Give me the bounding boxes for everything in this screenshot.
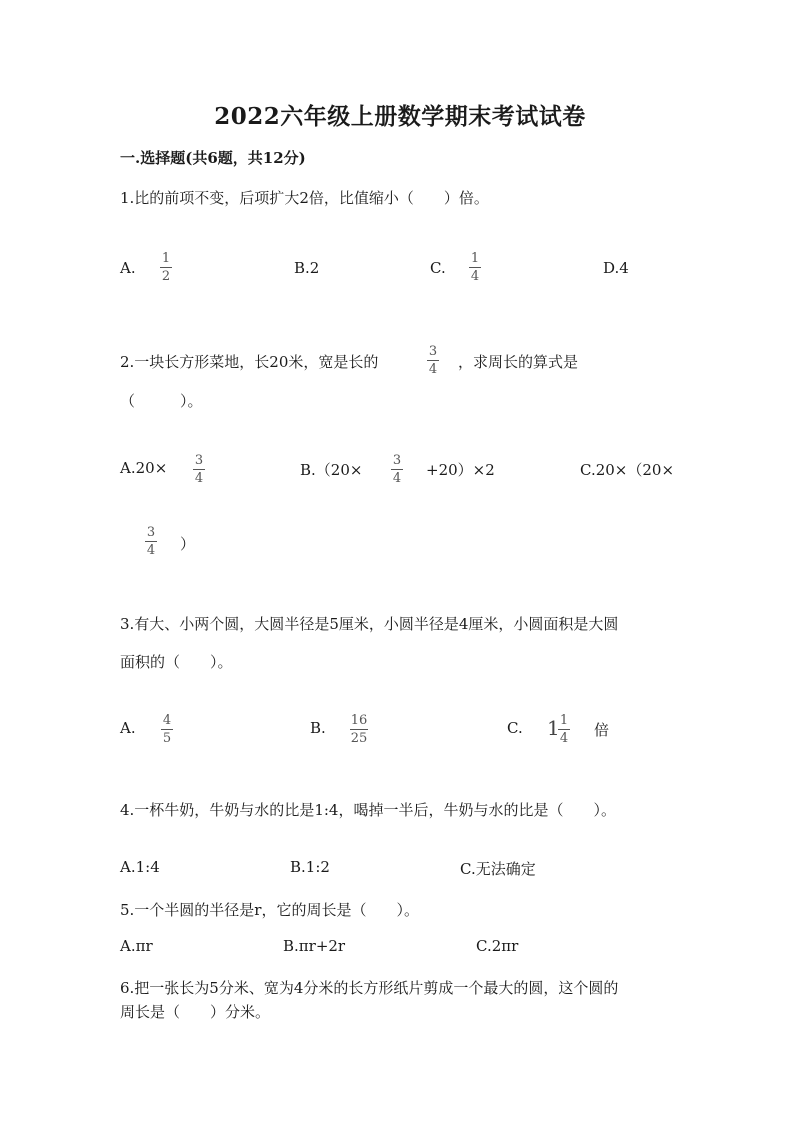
question-1-option-a-label: A.	[120, 259, 136, 277]
question-3-option-c-whole: 1	[547, 716, 560, 740]
numerator: 1	[161, 251, 171, 266]
question-2-stem-fraction	[427, 344, 439, 377]
question-1-option-c-label: C.	[430, 259, 446, 277]
denominator: 4	[428, 362, 438, 377]
question-4-stem: 4.一杯牛奶，牛奶与水的比是1:4，喝掉一半后，牛奶与水的比是（ ）。	[120, 801, 616, 819]
question-2-option-c-label: C.20×（20×	[580, 461, 675, 479]
numerator: 3	[146, 525, 156, 540]
denominator: 2	[161, 269, 171, 284]
denominator: 25	[350, 731, 368, 746]
question-5-option-c: C.2πr	[476, 937, 519, 955]
numerator: 3	[428, 344, 438, 359]
numerator: 1	[470, 251, 480, 266]
denominator: 4	[392, 471, 402, 486]
question-3-option-c-tail: 倍	[594, 721, 610, 739]
numerator: 3	[392, 453, 402, 468]
denominator: 4	[146, 543, 156, 558]
question-2-option-c-tail: ）	[180, 535, 196, 553]
question-6-stem-line2: 周长是（ ）分米。	[120, 1003, 271, 1021]
denominator: 4	[470, 269, 480, 284]
numerator: 3	[194, 453, 204, 468]
denominator: 4	[559, 731, 569, 746]
question-4-option-b: B.1:2	[290, 858, 330, 876]
numerator: 4	[162, 713, 172, 728]
question-3-option-c-fraction	[558, 713, 570, 746]
section-heading: 一.选择题(共6题，共12分)	[120, 149, 306, 167]
numerator: 16	[350, 713, 368, 728]
question-2-stem-part2: ，求周长的算式是	[458, 353, 579, 371]
question-5-option-a: A.πr	[120, 937, 153, 955]
question-1-option-a-fraction	[160, 251, 172, 284]
question-1-option-d: D.4	[603, 259, 629, 277]
question-6-stem-line1: 6.把一张长为5分米、宽为4分米的长方形纸片剪成一个最大的圆，这个圆的	[120, 979, 619, 997]
question-4-option-c: C.无法确定	[460, 860, 536, 878]
question-3-option-b-fraction	[350, 713, 368, 746]
denominator: 5	[162, 731, 172, 746]
question-2-option-a-label: A.20×	[120, 459, 168, 477]
question-1-option-b: B.2	[294, 259, 320, 277]
question-5-option-b: B.πr+2r	[283, 937, 346, 955]
question-2-option-b-label: B.（20×	[300, 461, 363, 479]
question-1-stem: 1.比的前项不变，后项扩大2倍，比值缩小（ ）倍。	[120, 189, 489, 207]
question-3-stem-line2: 面积的（ ）。	[120, 653, 233, 671]
question-2-stem-line2: （ ）。	[120, 392, 203, 410]
question-4-option-a: A.1:4	[120, 858, 160, 876]
question-5-stem: 5.一个半圆的半径是r，它的周长是（ ）。	[120, 901, 419, 919]
question-3-option-a-label: A.	[120, 719, 136, 737]
question-3-stem-line1: 3.有大、小两个圆，大圆半径是5厘米，小圆半径是4厘米，小圆面积是大圆	[120, 615, 619, 633]
question-3-option-b-label: B.	[310, 719, 326, 737]
exam-title: 2022六年级上册数学期末考试试卷	[214, 103, 586, 130]
question-1-option-c-fraction	[469, 251, 481, 284]
question-2-option-b-fraction	[391, 453, 403, 486]
question-3-option-c-label: C.	[507, 719, 523, 737]
question-2-stem-part1: 2.一块长方形菜地，长20米，宽是长的	[120, 353, 379, 371]
numerator: 1	[559, 713, 569, 728]
question-2-option-c-fraction	[145, 525, 157, 558]
denominator: 4	[194, 471, 204, 486]
question-2-option-a-fraction	[193, 453, 205, 486]
question-3-option-a-fraction	[161, 713, 173, 746]
question-2-option-b-tail: +20）×2	[426, 461, 495, 479]
